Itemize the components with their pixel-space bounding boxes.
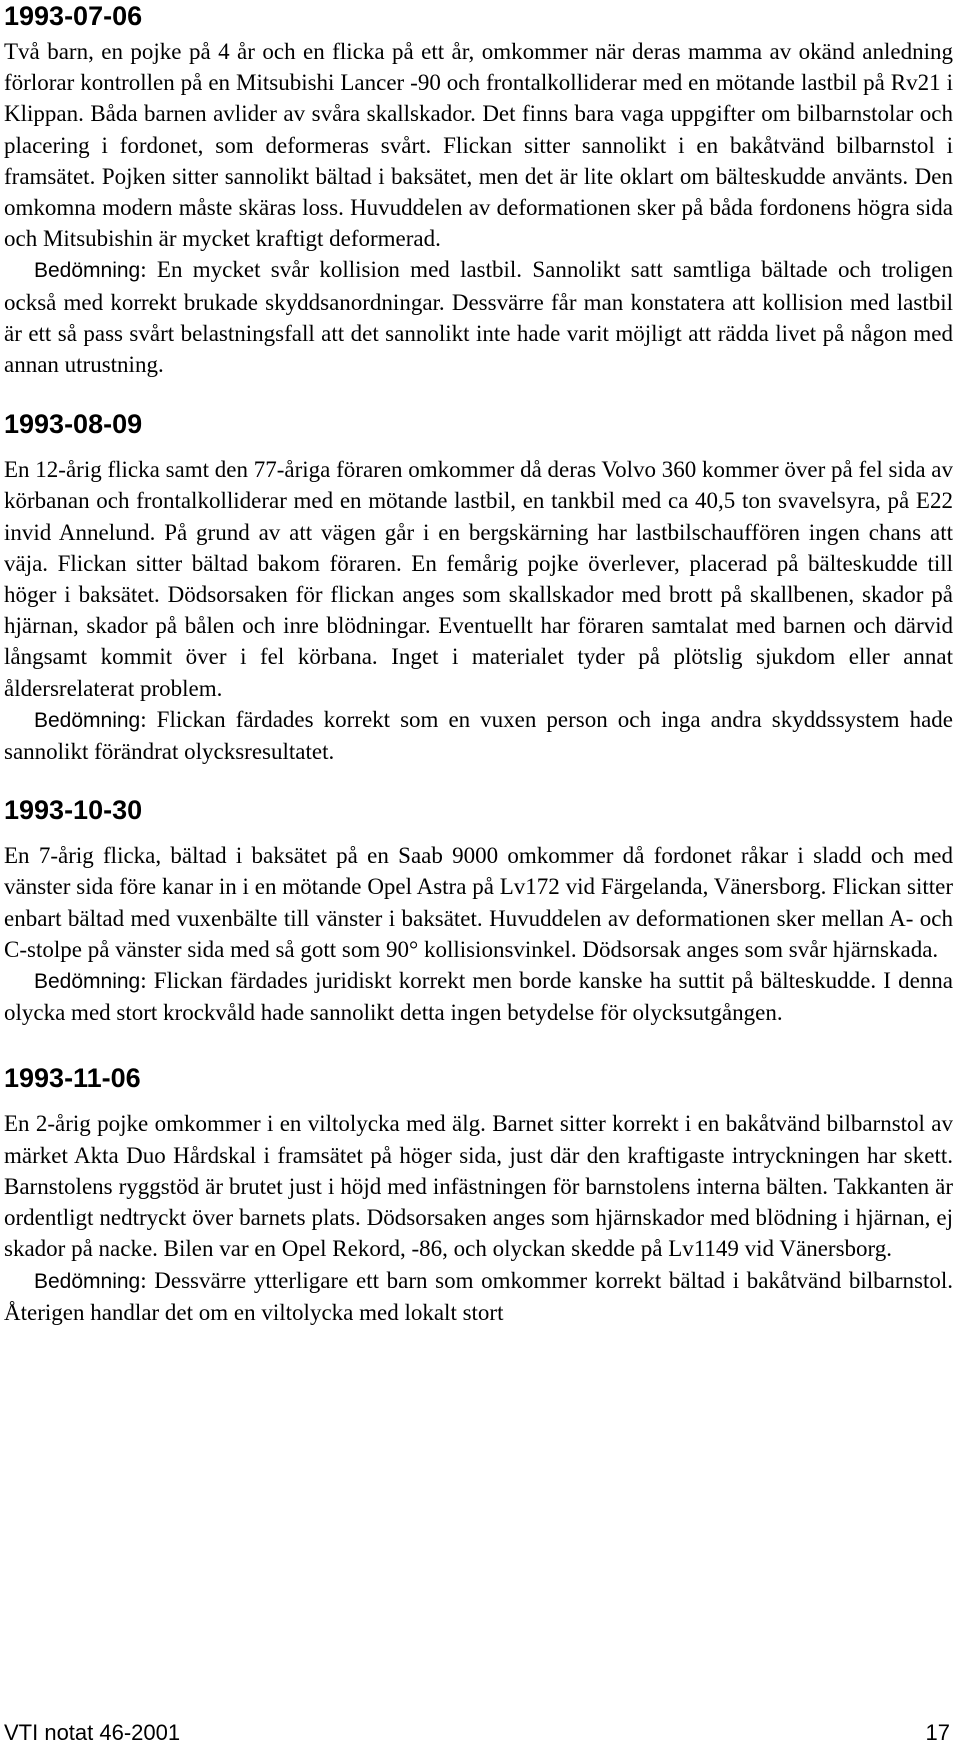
- assessment-text: : Flickan färdades juridiskt korrekt men borde kanske ha suttit på bälteskudde. I denna olycka med stort krockvåld hade sannolikt detta ingen betydelse för olycksutgången.: [4, 968, 953, 1026]
- assessment-label: Bedömning: [34, 708, 141, 732]
- page-number: 17: [925, 1720, 950, 1745]
- incident-description: En 12-årig flicka samt den 77-åriga föraren omkommer då deras Volvo 360 kommer över på fel sida av körbanan och frontalkolliderar med en mötande lastbil, en tankbil med ca 40,5 ton svavelsyra, på E22 invid Annelund. På grund av att vägen går i en bergskärning har lastbilschauffören ingen chans att väja. Flickan sitter bältad bakom föraren. En femårig pojke överlever, placerad på bälteskudde till höger i baksätet. Dödsorsaken för flickan anges som skallskador med brott på skallbenen, skador på hjärnan, skador på bålen och inre blödningar. Eventuellt har föraren samtalat med barnen och därvid långsamt kommit över i fel körbana. Inget i materialet tyder på plötslig sjukdom eller annat åldersrelaterat problem.: [4, 457, 953, 701]
- assessment-text: : Flickan färdades korrekt som en vuxen person och inga andra skyddssystem hade sannolikt förändrat olycksresultatet.: [4, 706, 953, 765]
- assessment-label: Bedömning: [34, 1269, 141, 1293]
- incident-date-heading: 1993-07-06: [4, 1, 143, 31]
- assessment-paragraph: [4, 1265, 953, 1328]
- incident-section: [4, 0, 953, 380]
- publication-id: VTI notat 46-2001: [4, 1720, 181, 1745]
- incident-section: [4, 1062, 953, 1327]
- incident-description: Två barn, en pojke på 4 år och en flicka på ett år, omkommer när deras mamma av okänd anledning förlorar kontrollen på en Mitsubishi Lancer -90 och frontalkolliderar med en mötande lastbil på Rv21 i Klippan. Båda barnen avlider av svåra skallskador. Det finns bara vaga uppgifter om bilbarnstolar och placering i fordonet, som deformeras svårt. Flickan sitter sannolikt i en bakåtvänd bilbarnstol i framsätet. Pojken sitter sannolikt bältad i baksätet, men det är lite oklart om bälteskudde använts. Den omkomna modern måste skäras loss. Huvuddelen av deformationen sker på båda fordonens högra sida och Mitsubishin är mycket kraftigt deformerad.: [4, 39, 953, 252]
- assessment-paragraph: [4, 704, 953, 767]
- assessment-label: Bedömning: [34, 259, 141, 283]
- incident-section: [4, 408, 953, 767]
- assessment-paragraph: [4, 254, 953, 380]
- incident-date-heading: 1993-08-09: [4, 409, 143, 440]
- incident-description: En 7-årig flicka, bältad i baksätet på en Saab 9000 omkommer då fordonet råkar i sladd och med vänster sida före kanar in i en mötande Opel Astra på Lv172 vid Färgelanda, Vänersborg. Flickan sitter enbart bältad med vuxenbälte till vänster i baksätet. Huvuddelen av deformationen sker mellan A- och C-stolpe på vänster sida med så gott som 90° kollisionsvinkel. Dödsorsak anges som svår hjärnskada.: [4, 843, 953, 962]
- assessment-paragraph: [4, 965, 953, 1028]
- assessment-text: : En mycket svår kollision med lastbil. Sannolikt satt samtliga bältade och troligen också med korrekt brukade skyddsanordningar. Dessvärre får man konstatera att kollision med lastbil är ett så pass svårt belastningsfall att det sannolikt inte hade varit möjligt att rädda livet på någon med annan utrustning.: [4, 257, 953, 378]
- assessment-label: Bedömning: [34, 970, 141, 994]
- incident-date-heading: 1993-10-30: [4, 795, 143, 826]
- document-body: [4, 0, 953, 1328]
- incident-section: [4, 794, 953, 1028]
- incident-description: En 2-årig pojke omkommer i en viltolycka med älg. Barnet sitter korrekt i en bakåtvänd bilbarnstol av märket Akta Duo Hårdskal i framsätet på höger sida, just där den kraftigaste intryckningen har skett. Barnstolens ryggstöd är brutet just i höjd med infästningen för barnstolens interna bälten. Takkanten är ordentligt nedtryckt över barnets plats. Dödsorsaken anges som hjärnskador med blödning i hjärnan, ej skador på nacke. Bilen var en Opel Rekord, -86, och olyckan skedde på Lv1149 vid Vänersborg.: [4, 1111, 953, 1262]
- incident-date-heading: 1993-11-06: [4, 1063, 141, 1094]
- assessment-text: : Dessvärre ytterligare ett barn som omkommer korrekt bältad i bakåtvänd bilbarnstol. Återigen handlar det om en viltolycka med lokalt stort: [4, 1267, 953, 1325]
